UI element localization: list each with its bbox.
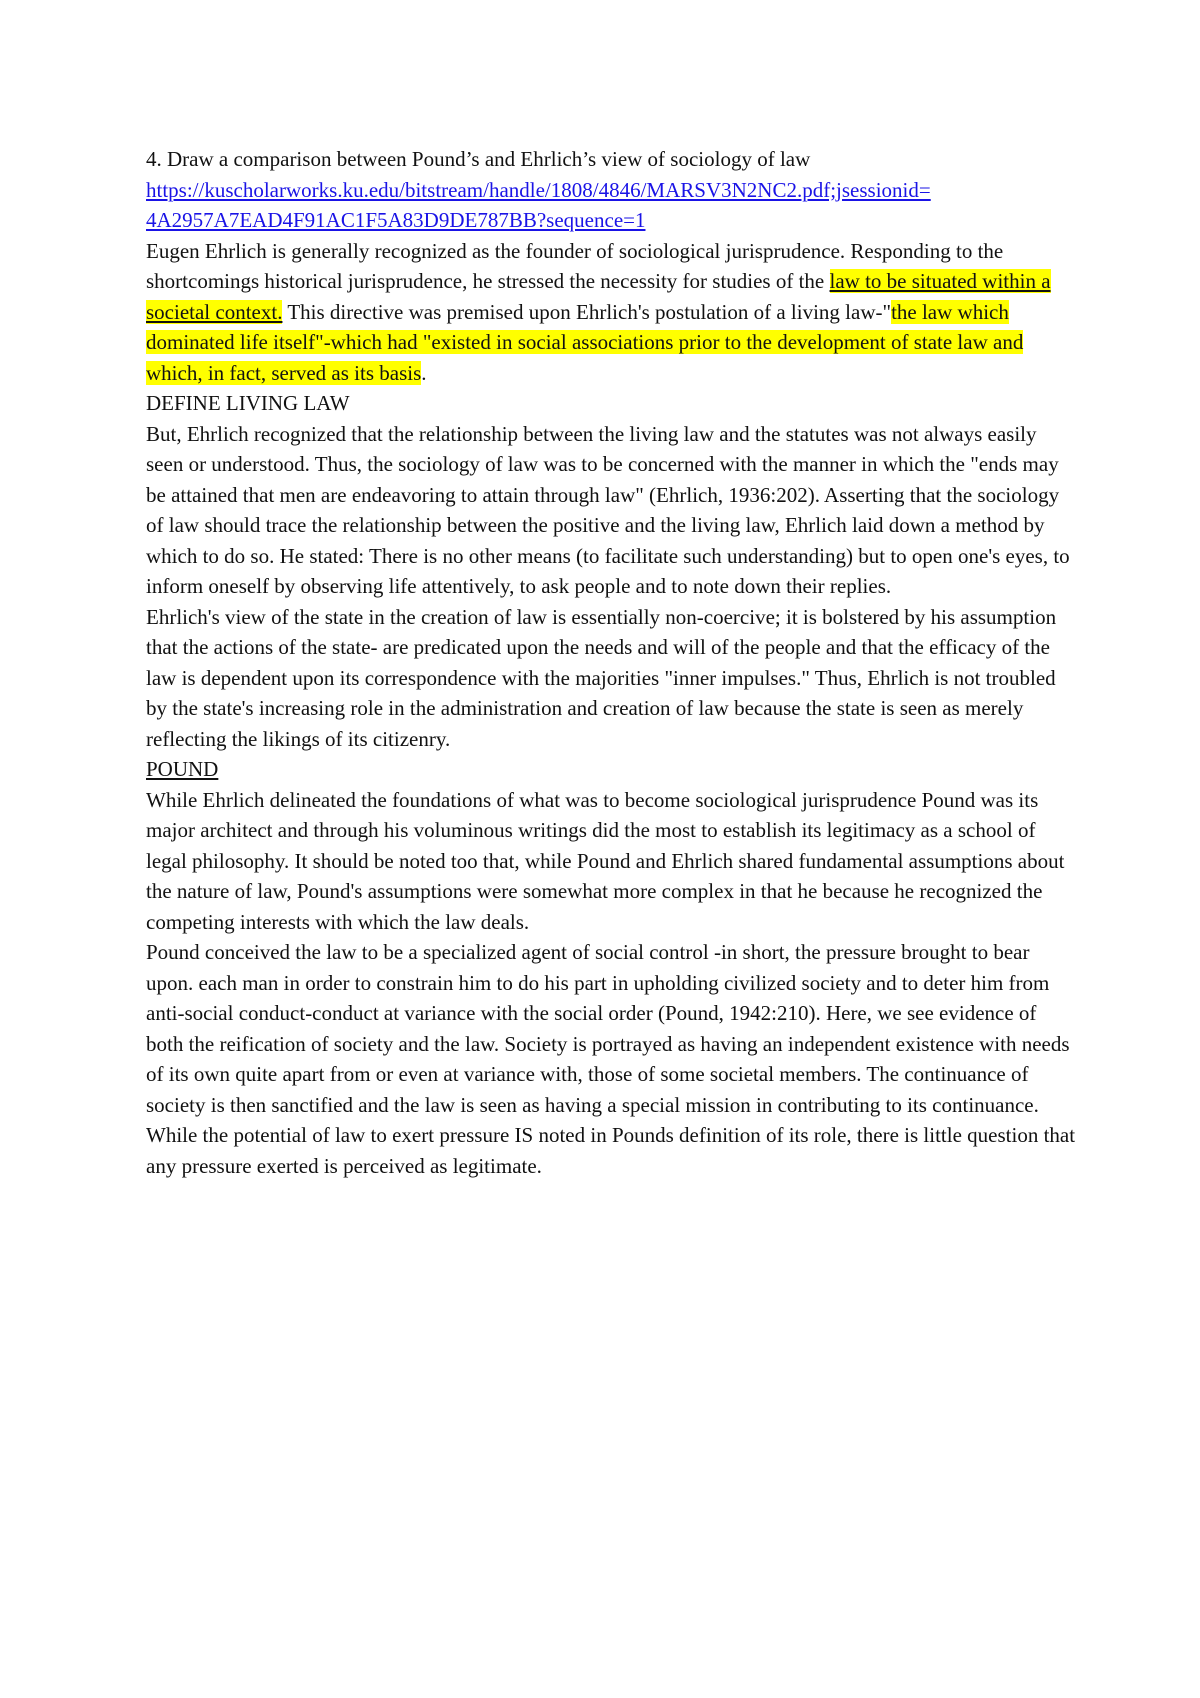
paragraph-pound-architect: While Ehrlich delineated the foundations of what was to become sociological jurisprudence Pound was its major architect and through his voluminous writings did the most to establish its legitimacy as a school of legal philosophy. It should be noted too that, while Pound and Ehrlich shared fundamental assumptions about the nature of law, Pound's assumptions were somewhat more complex in that he because he recognized the competing interests with which the law deals. (146, 787, 1065, 934)
paragraph-text: This directive was premised upon Ehrlich's postulation of a living law-" (282, 299, 892, 324)
heading-define-living-law: DEFINE LIVING LAW (146, 391, 350, 415)
source-link-line-1[interactable]: https://kuscholarworks.ku.edu/bitstream/handle/1808/4846/MARSV3N2NC2.pdf;jsessionid= (146, 177, 931, 202)
paragraph-living-law: But, Ehrlich recognized that the relationship between the living law and the statutes was not always easily seen or understood. Thus, the sociology of law was to be concerned with the manner in which the "ends may be attained that men are endeavoring to attain through law" (Ehrlich, 1936:202). Asserting that the sociology of law should trace the relationship between the positive and the living law, Ehrlich laid down a method by which to do so. He stated: There is no other means (to facilitate such understanding) but to open one's eyes, to inform oneself by observing life attentively, to ask people and to note down their replies. (146, 421, 1070, 598)
highlighted-text: the law which dominated life itself"-which had "existed in social associations prior to the development of state law and which, in fact, served as its basis (146, 299, 1024, 385)
paragraph-text: . (421, 360, 427, 385)
question-heading: 4. Draw a comparison between Pound’s and Ehrlich’s view of sociology of law (146, 147, 811, 171)
paragraph-ehrlich-intro (146, 236, 1076, 389)
source-link-line-2[interactable]: 4A2957A7EAD4F91AC1F5A83D9DE787BB?sequence=1 (146, 208, 646, 232)
highlighted-text: law to be situated within a societal context. (146, 269, 1051, 324)
paragraph-ehrlich-state: Ehrlich's view of the state in the creation of law is essentially non-coercive; it is bolstered by his assumption that the actions of the state- are predicated upon the needs and will of the people and that the efficacy of the law is dependent upon its correspondence with the majorities "inner impulses." Thus, Ehrlich is not troubled by the state's increasing role in the administration and creation of law because the state is seen as merely reflecting the likings of its citizenry. (146, 604, 1057, 751)
paragraph-text: Eugen Ehrlich is generally recognized as the founder of sociological jurisprudence. Responding to the shortcomings historical jurisprudence, he stressed the necessity for studies of the (146, 238, 1004, 293)
source-link[interactable] (146, 175, 1076, 236)
paragraph-pound-social-control: Pound conceived the law to be a specialized agent of social control -in short, the pressure brought to bear upon. each man in order to constrain him to do his part in upholding civilized society and to deter him from anti-social conduct-conduct at variance with the social order (Pound, 1942:210). Here, we see evidence of both the reification of society and the law. Society is portrayed as having an independent existence with needs of its own quite apart from or even at variance with, those of some societal members. The continuance of society is then sanctified and the law is seen as having a special mission in contributing to its continuance. While the potential of law to exert pressure IS noted in Pounds definition of its role, there is little question that any pressure exerted is perceived as legitimate. (146, 940, 1076, 1178)
document-page (146, 144, 1076, 1181)
heading-pound: POUND (146, 757, 219, 781)
